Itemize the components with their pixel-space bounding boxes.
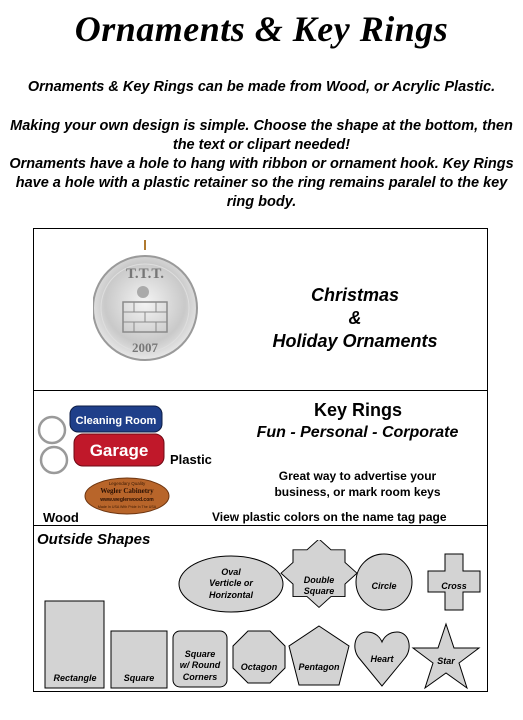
keyrings-subtitle: Fun - Personal - Corporate [256,424,459,441]
oval-label-2: Verticle or [209,578,253,588]
double-square-shape [281,540,357,607]
wood-label: Wood [43,510,79,525]
keyring-ring-icon [41,447,67,473]
rounded-label-2: w/ Round [179,660,221,670]
keyrings-desc-line2: business, or mark room keys [274,485,441,499]
intro-instructions [6,117,517,212]
red-tag-text: Garage [89,441,149,460]
rounded-label-1: Square [184,649,216,659]
keyring-ring-icon [39,417,65,443]
page-title: Ornaments & Key Rings [74,9,449,49]
wood-tag-line4: Made In USA With Pride In The USA [97,505,157,509]
divider-keyrings [33,525,488,526]
double-square-label-2: Square [303,586,335,596]
cross-label: Cross [441,581,467,591]
keyrings-title: Key Rings [313,400,403,420]
keyring-photo [32,400,172,522]
oval-label-3: Horizontal [209,590,253,600]
heart-label: Heart [370,654,394,664]
pentagon-label: Pentagon [298,662,340,672]
ornament-heading-line1: Christmas [310,285,400,305]
intro-materials: Ornaments & Key Rings can be made from Wood, or Acrylic Plastic. [27,79,496,95]
divider-ornaments [33,390,488,391]
star-label: Star [437,656,455,666]
ornament-heading-line2: & [348,308,362,328]
intro-design-text: Making your own design is simple. Choose the shape at the bottom, then the text or clipart needed! [10,118,513,153]
keyrings-desc-line1: Great way to advertise your [278,469,437,483]
wood-tag-line2: Wegler Cabinetry [100,487,154,495]
ornament-photo-top-text: T.T.T. [126,266,164,282]
plastic-label: Plastic [170,452,212,467]
octagon-label: Octagon [240,662,278,672]
ornament-heading [255,284,455,353]
wood-tag-line3: www.weglerwood.com [100,497,154,503]
ornament-photo-year: 2007 [132,340,158,355]
circle-label: Circle [371,581,397,591]
pentagon-shape [289,626,349,685]
square-label: Square [123,673,155,683]
rounded-label-3: Corners [182,672,218,682]
wood-tag-line1: Legendary Quality [108,481,146,486]
keyrings-description [250,468,465,500]
rectangle-label: Rectangle [53,673,97,683]
oval-label-1: Oval [221,567,241,577]
shapes-panel [33,540,488,692]
shapes-title: Outside Shapes [37,531,151,548]
octagon-shape [233,631,285,683]
ornament-photo [93,240,198,368]
intro-hole-text: Ornaments have a hole to hang with ribbon or ornament hook. Key Rings have a hole with a plastic retainer so the ring remains paralel to the key ring body. [9,156,514,210]
double-square-label-1: Double [303,575,335,585]
plastic-colors-note: View plastic colors on the name tag page [212,510,447,524]
blue-tag-text: Cleaning Room [75,415,157,427]
ornament-heading-line3: Holiday Ornaments [272,331,438,351]
